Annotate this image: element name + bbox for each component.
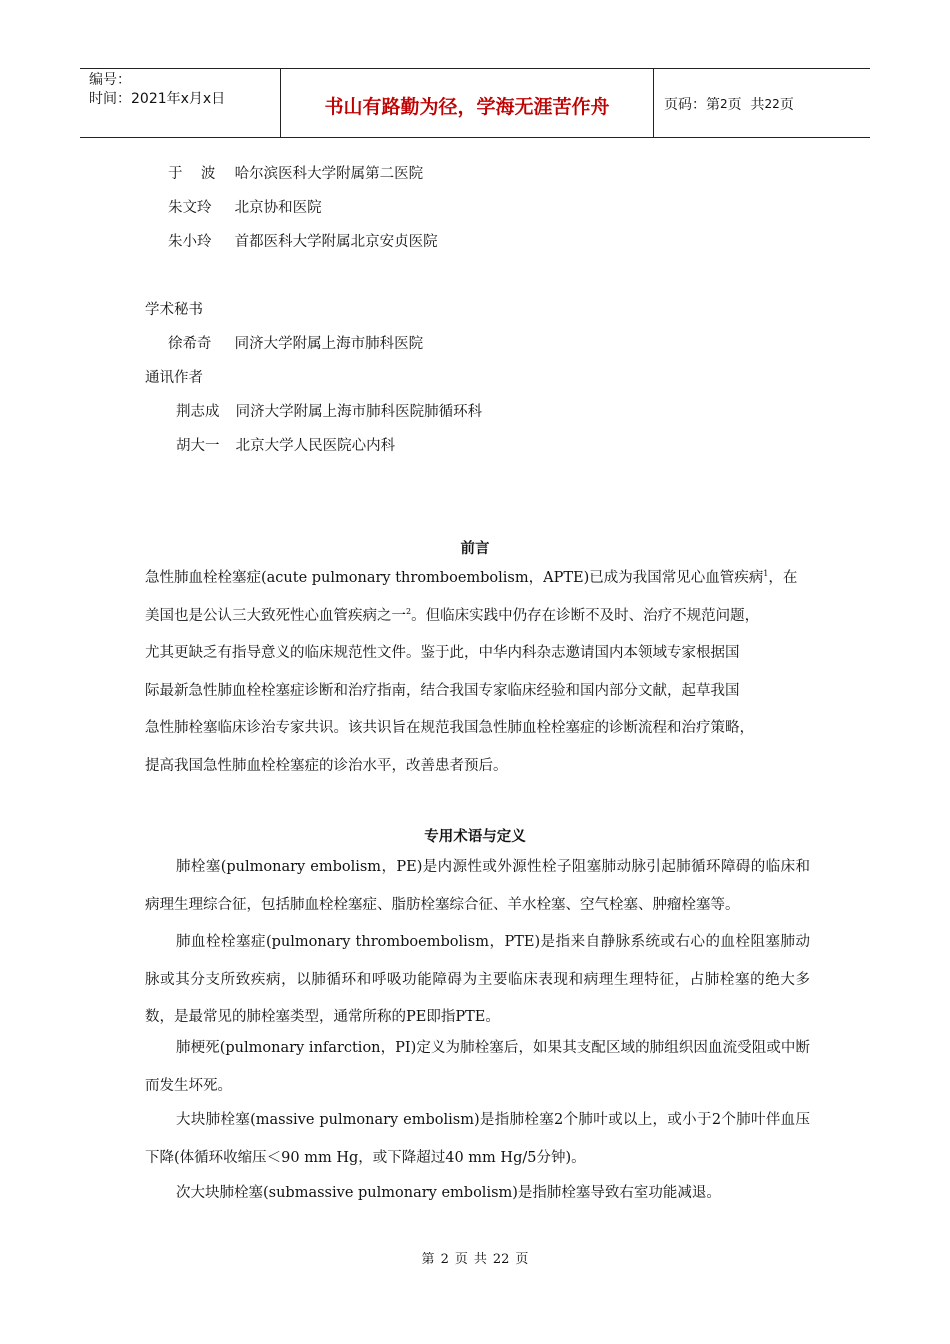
terms-heading: 专用术语与定义	[424, 829, 526, 845]
term-pe: 肺栓塞(pulmonary embolism，PE)是内源性或外源性栓子阻塞肺动脉引起肺循环障碍的临床和病理生理综合征，包括肺血栓栓塞症、脂肪栓塞综合征、羊水栓塞、空气栓塞、肿瘤栓塞等。	[145, 859, 810, 913]
term-pte: 肺血栓栓塞症(pulmonary thromboembolism，PTE)是指来自静脉系统或右心的血栓阻塞肺动脉或其分支所致疾病，以肺循环和呼吸功能障碍为主要临床表现和病理生理特征，占肺栓塞的绝大多数，是最常见的肺栓塞类型，通常所称的PE即指PTE。	[145, 934, 810, 1025]
corresponding-row	[176, 400, 482, 421]
corresponding-title: 通讯作者	[145, 370, 203, 386]
preface-paragraph	[145, 560, 810, 785]
member-row	[168, 230, 438, 251]
footer-page-number: 2	[440, 1252, 449, 1267]
footer-page-total: 22	[492, 1252, 510, 1267]
corresponding-org: 同济大学附属上海市肺科医院肺循环科	[235, 404, 483, 420]
reference-mark: 2	[406, 606, 412, 616]
term-submassive: 次大块肺栓塞(submassive pulmonary embolism)是指肺栓塞导致右室功能减退。	[176, 1185, 721, 1201]
footer-word: 共	[473, 1252, 487, 1267]
member-name: 于 波	[168, 166, 216, 182]
footer-word: 页	[515, 1252, 529, 1267]
member-row	[168, 162, 423, 183]
secretary-org: 同济大学附属上海市肺科医院	[234, 336, 424, 352]
page-suffix: 页	[779, 97, 794, 113]
preface-line: 尤其更缺乏有指导意义的临床规范性文件。鉴于此，中华内科杂志邀请国内本领域专家根据国	[145, 645, 740, 661]
preface-heading: 前言	[460, 541, 490, 557]
member-org: 哈尔滨医科大学附属第二医院	[234, 166, 424, 182]
preface-text: 美国也是公认三大致死性心血管疾病之一	[145, 607, 406, 624]
term-pi: 肺梗死(pulmonary infarction，PI)定义为肺栓塞后，如果其支配区域的肺组织因血流受阻或中断而发生坏死。	[145, 1040, 810, 1094]
page-footer	[0, 1248, 950, 1267]
header-motto: 书山有路勤为径，学海无涯苦作舟	[281, 69, 654, 137]
preface-line: 提高我国急性肺血栓栓塞症的诊治水平，改善患者预后。	[145, 757, 508, 774]
secretary-row	[168, 332, 423, 353]
document-header	[80, 68, 870, 138]
header-meta	[80, 69, 281, 137]
preface-text: 急性肺血栓栓塞症(acute pulmonary thromboembolism，APTE)已成为我国常见心血管疾病	[145, 570, 764, 586]
term-massive: 大块肺栓塞(massive pulmonary embolism)是指肺栓塞2个肺叶或以上，或小于2个肺叶伴血压下降(体循环收缩压＜90 mm Hg，或下降超过40 mm Hg/5分钟)。	[145, 1112, 810, 1166]
preface-line	[145, 598, 810, 636]
preface-line: 急性肺栓塞临床诊治专家共识。该共识旨在规范我国急性肺血栓栓塞症的诊断流程和治疗策略，	[145, 720, 754, 736]
preface-line: 际最新急性肺血栓栓塞症诊断和治疗指南，结合我国专家临床经验和国内部分文献，起草我国	[145, 682, 740, 699]
page-prefix: 页码：第	[664, 97, 720, 113]
number-label: 编号：	[89, 72, 131, 88]
secretary-title: 学术秘书	[145, 302, 203, 318]
preface-line	[145, 560, 810, 598]
corresponding-name: 荆志成	[176, 404, 220, 420]
reference-mark: 1	[763, 569, 769, 579]
corresponding-row	[176, 434, 395, 455]
footer-word: 第	[421, 1252, 435, 1267]
page-total: 22	[764, 97, 780, 111]
member-name: 朱文玲	[168, 200, 212, 216]
member-org: 首都医科大学附属北京安贞医院	[234, 234, 438, 250]
member-name: 朱小玲	[168, 234, 212, 250]
footer-word: 页	[454, 1252, 468, 1267]
member-org: 北京协和医院	[234, 200, 322, 216]
corresponding-name: 胡大一	[176, 438, 220, 454]
time-label: 时间：2021年x月x日	[89, 91, 226, 107]
header-page-info	[654, 69, 870, 137]
preface-text: 。但临床实践中仍存在诊断不及时、治疗不规范问题，	[411, 607, 760, 624]
member-row	[168, 196, 322, 217]
secretary-name: 徐希奇	[168, 336, 212, 352]
corresponding-org: 北京大学人民医院心内科	[235, 438, 396, 454]
preface-text: ，在	[768, 570, 798, 586]
page-number: 2	[720, 97, 728, 111]
page-mid: 页 共	[727, 97, 765, 113]
